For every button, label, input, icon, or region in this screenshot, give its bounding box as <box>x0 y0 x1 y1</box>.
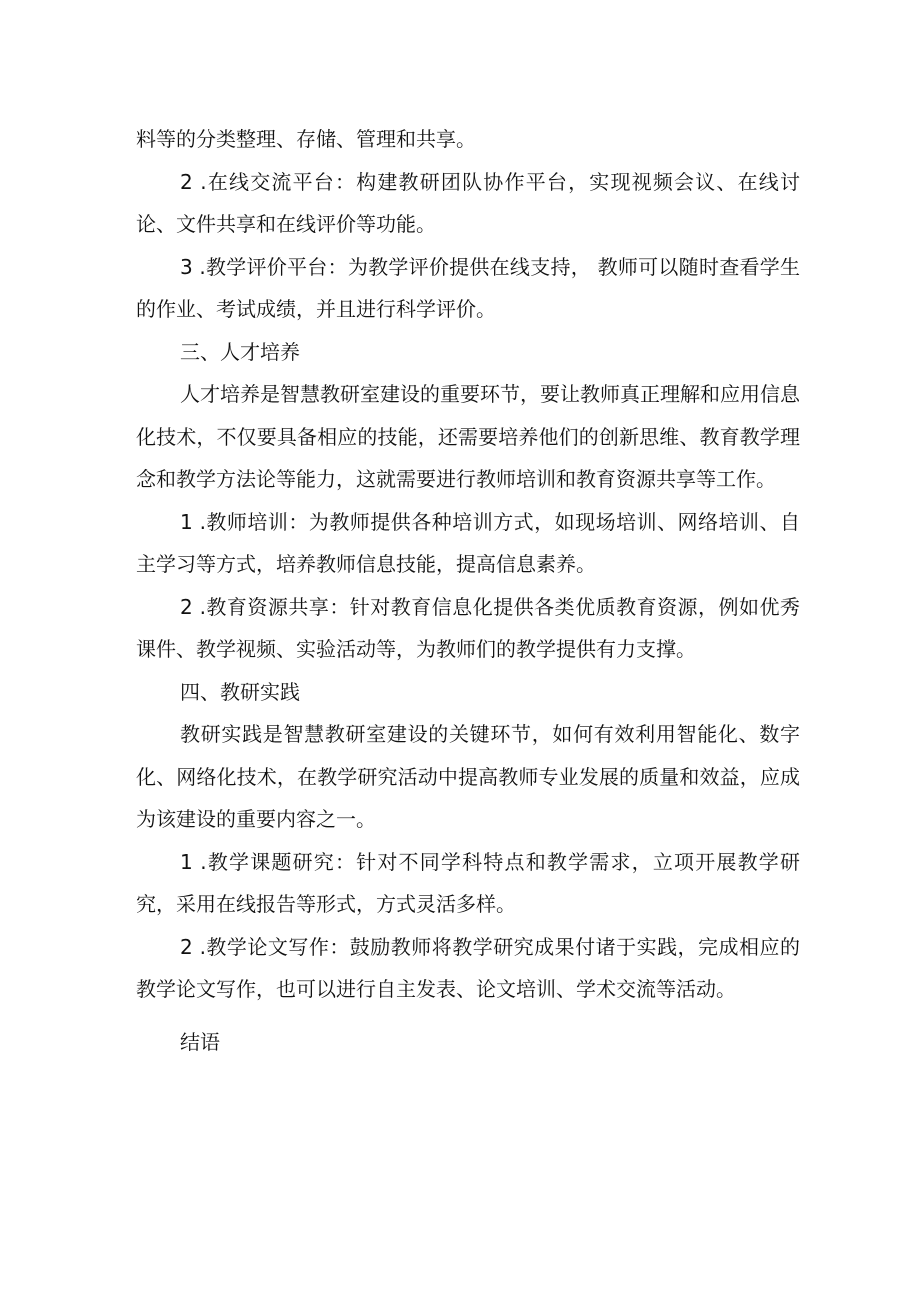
section-heading-conclusion: 结语 <box>180 1029 220 1054</box>
paragraph-talent-intro: 人才培养是智慧教研室建设的重要环节，要让教师真正理解和应用信息化技术，不仅要具备相应的技能，还需要培养他们的创新思维、教育教学理念和教学方法论等能力，这就需要进行教师培训和教育资源共享等工作。 <box>136 382 800 491</box>
paragraph-paper-writing: 2 .教学论文写作：鼓励教师将教学研究成果付诸于实践，完成相应的教学论文写作，也可以进行自主发表、论文培训、学术交流等活动。 <box>136 934 800 1001</box>
paragraph-topic-research: 1 .教学课题研究：针对不同学科特点和教学需求，立项开展教学研究，采用在线报告等形式，方式灵活多样。 <box>136 849 800 916</box>
paragraph-resource-sharing: 2 .教育资源共享：针对教育信息化提供各类优质教育资源，例如优秀课件、教学视频、实验活动等，为教师们的教学提供有力支撑。 <box>136 594 800 661</box>
paragraph-evaluation-platform: 3 .教学评价平台：为教学评价提供在线支持， 教师可以随时查看学生的作业、考试成绩，并且进行科学评价。 <box>136 254 800 321</box>
document-body <box>136 118 800 1063</box>
section-heading-talent: 三、人才培养 <box>180 339 300 364</box>
section-heading-practice: 四、教研实践 <box>180 679 300 704</box>
paragraph-practice-intro: 教研实践是智慧教研室建设的关键环节，如何有效利用智能化、数字化、网络化技术，在教学研究活动中提高教师专业发展的质量和效益，应成为该建设的重要内容之一。 <box>136 722 800 831</box>
paragraph-continuation: 料等的分类整理、存储、管理和共享。 <box>136 127 476 151</box>
paragraph-online-platform: 2 .在线交流平台：构建教研团队协作平台，实现视频会议、在线讨论、文件共享和在线评价等功能。 <box>136 169 800 236</box>
paragraph-teacher-training: 1 .教师培训：为教师提供各种培训方式，如现场培训、网络培训、自主学习等方式，培养教师信息技能，提高信息素养。 <box>136 509 800 576</box>
